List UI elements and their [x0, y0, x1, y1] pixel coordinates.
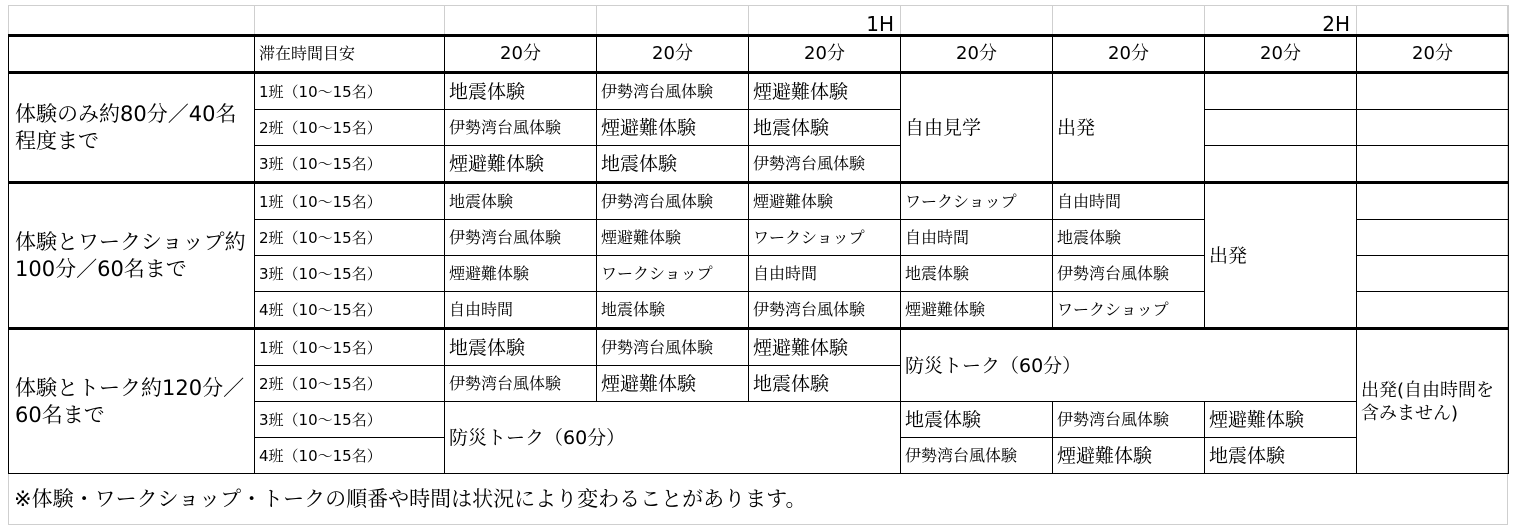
activity-cell: 地震体験 — [749, 110, 901, 146]
activity-cell: 地震体験 — [749, 366, 901, 402]
activity-cell: 地震体験 — [445, 183, 597, 220]
activity-cell: 伊勢湾台風体験 — [597, 73, 749, 110]
activity-cell: ワークショップ — [901, 183, 1053, 220]
duration-header: 20分 — [445, 36, 597, 73]
activity-cell: 煙避難体験 — [1205, 402, 1357, 438]
activity-cell: 伊勢湾台風体験 — [749, 146, 901, 183]
class-label: 3班（10～15名） — [255, 402, 445, 438]
activity-cell: 煙避難体験 — [597, 110, 749, 146]
activity-cell: 煙避難体験 — [749, 183, 901, 220]
activity-cell: 煙避難体験 — [901, 292, 1053, 329]
duration-header: 20分 — [901, 36, 1053, 73]
activity-cell: 煙避難体験 — [597, 220, 749, 256]
activity-cell: 自由見学 — [901, 73, 1053, 183]
marker-1h: 1H — [749, 6, 901, 36]
group-title: 体験のみ約80分／40名程度まで — [9, 73, 255, 183]
class-label: 3班（10～15名） — [255, 146, 445, 183]
duration-header: 20分 — [597, 36, 749, 73]
stay-time-header: 滞在時間目安 — [255, 36, 445, 73]
activity-cell: 自由時間 — [1053, 183, 1205, 220]
departure-note-cell: 出発(自由時間を含みません) — [1357, 329, 1509, 474]
activity-cell: 伊勢湾台風体験 — [1053, 256, 1205, 292]
activity-cell: 地震体験 — [901, 402, 1053, 438]
activity-cell: ワークショップ — [597, 256, 749, 292]
duration-header: 20分 — [749, 36, 901, 73]
talk-cell: 防災トーク（60分） — [445, 402, 901, 474]
class-label: 4班（10～15名） — [255, 292, 445, 329]
activity-cell: ワークショップ — [749, 220, 901, 256]
activity-cell: 自由時間 — [445, 292, 597, 329]
activity-cell: 地震体験 — [1205, 438, 1357, 474]
schedule-table — [8, 5, 1509, 474]
activity-cell: ワークショップ — [1053, 292, 1205, 329]
activity-cell: 煙避難体験 — [445, 256, 597, 292]
class-label: 1班（10～15名） — [255, 329, 445, 366]
class-label: 2班（10～15名） — [255, 220, 445, 256]
activity-cell: 伊勢湾台風体験 — [445, 110, 597, 146]
group-title: 体験とワークショップ約100分／60名まで — [9, 183, 255, 329]
activity-cell: 煙避難体験 — [445, 146, 597, 183]
activity-cell: 煙避難体験 — [749, 73, 901, 110]
activity-cell: 煙避難体験 — [1053, 438, 1205, 474]
class-label: 2班（10～15名） — [255, 110, 445, 146]
activity-cell: 自由時間 — [901, 220, 1053, 256]
activity-cell: 地震体験 — [445, 329, 597, 366]
activity-cell: 地震体験 — [597, 292, 749, 329]
activity-cell: 地震体験 — [1053, 220, 1205, 256]
class-label: 4班（10～15名） — [255, 438, 445, 474]
duration-header: 20分 — [1053, 36, 1205, 73]
duration-header: 20分 — [1357, 36, 1509, 73]
activity-cell: 地震体験 — [901, 256, 1053, 292]
activity-cell: 伊勢湾台風体験 — [597, 183, 749, 220]
activity-cell: 伊勢湾台風体験 — [445, 220, 597, 256]
table-row — [9, 329, 1509, 366]
activity-cell: 地震体験 — [597, 146, 749, 183]
class-label: 1班（10～15名） — [255, 183, 445, 220]
schedule-sheet — [8, 5, 1508, 474]
activity-cell: 出発 — [1205, 183, 1357, 329]
duration-header: 20分 — [1205, 36, 1357, 73]
header-row — [9, 36, 1509, 73]
activity-cell: 伊勢湾台風体験 — [1053, 402, 1205, 438]
activity-cell: 伊勢湾台風体験 — [749, 292, 901, 329]
table-row — [9, 183, 1509, 220]
marker-2h: 2H — [1205, 6, 1357, 36]
activity-cell: 伊勢湾台風体験 — [445, 366, 597, 402]
footnote: ※体験・ワークショップ・トークの順番や時間は状況により変わることがあります。 — [14, 487, 807, 511]
activity-cell: 煙避難体験 — [749, 329, 901, 366]
table-row — [9, 73, 1509, 110]
activity-cell: 煙避難体験 — [597, 366, 749, 402]
class-label: 3班（10～15名） — [255, 256, 445, 292]
group-title: 体験とトーク約120分／60名まで — [9, 329, 255, 474]
talk-cell: 防災トーク（60分） — [901, 329, 1357, 402]
time-marker-row — [9, 6, 1509, 36]
class-label: 2班（10～15名） — [255, 366, 445, 402]
class-label: 1班（10～15名） — [255, 73, 445, 110]
activity-cell: 出発 — [1053, 73, 1205, 183]
activity-cell: 地震体験 — [445, 73, 597, 110]
activity-cell: 伊勢湾台風体験 — [901, 438, 1053, 474]
activity-cell: 伊勢湾台風体験 — [597, 329, 749, 366]
activity-cell: 自由時間 — [749, 256, 901, 292]
